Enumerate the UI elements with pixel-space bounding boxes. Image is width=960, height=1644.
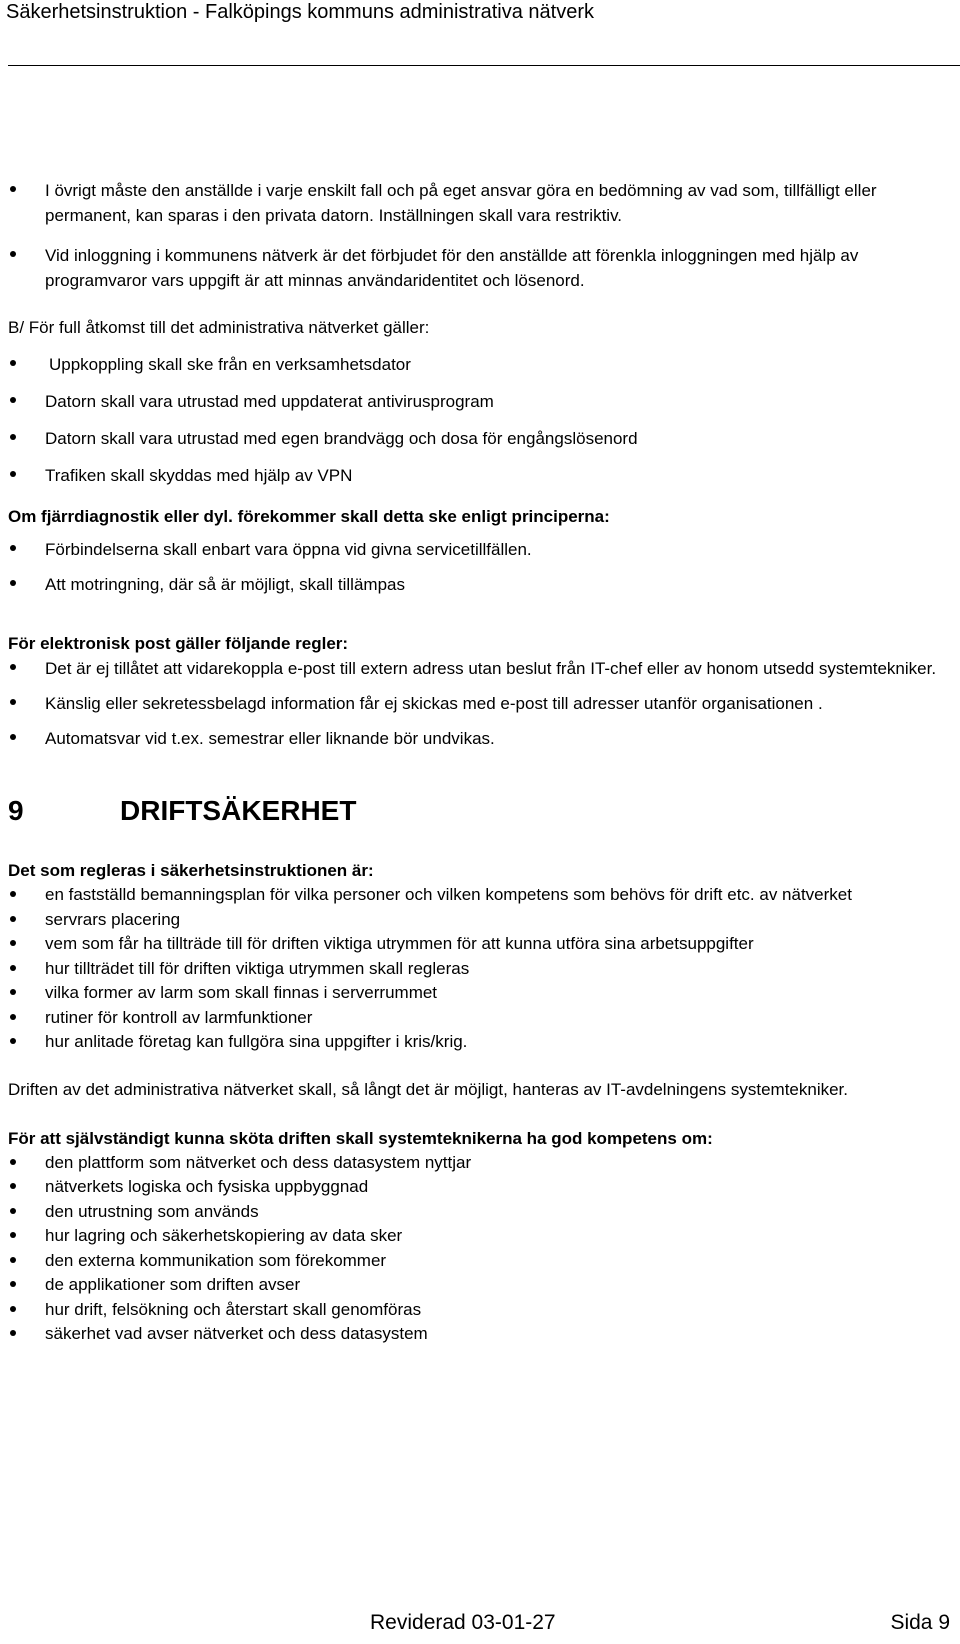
bullet-icon	[10, 397, 16, 403]
remote-diagnostics-heading: Om fjärrdiagnostik eller dyl. förekommer skall detta ske enligt principerna:	[8, 507, 610, 526]
bullet-icon	[10, 1257, 16, 1263]
document-header-title: Säkerhetsinstruktion - Falköpings kommuns administrativa nätverk	[6, 1, 595, 23]
bullet-icon	[10, 545, 16, 551]
document-body	[8, 178, 954, 1347]
regulated-heading: Det som regleras i säkerhetsinstruktionen är:	[8, 861, 374, 880]
full-access-list	[8, 352, 954, 488]
list-item: I övrigt måste den anställde i varje enskilt fall och på eget ansvar göra en bedömning av vad som, tillfälligt eller permanent, kan sparas i den privata datorn. Inställningen skall vara restriktiv.	[8, 178, 954, 228]
intro-bullet-list	[8, 178, 954, 293]
bullet-icon	[10, 891, 16, 897]
list-item: Datorn skall vara utrustad med uppdaterat antivirusprogram	[8, 389, 954, 414]
list-item: hur lagring och säkerhetskopiering av data sker	[8, 1224, 954, 1249]
list-item: den utrustning som används	[8, 1200, 954, 1225]
bullet-icon	[10, 989, 16, 995]
section-heading	[8, 795, 954, 827]
list-item: Det är ej tillåtet att vidarekoppla e-post till extern adress utan beslut från IT-chef eller av honom utsedd systemtekniker.	[8, 656, 954, 681]
bullet-icon	[10, 1159, 16, 1165]
list-item: vem som får ha tillträde till för driften viktiga utrymmen för att kunna utföra sina arbetsuppgifter	[8, 932, 954, 957]
section-title: DRIFTSÄKERHET	[120, 795, 357, 826]
regulated-list	[8, 883, 954, 1055]
competence-list	[8, 1151, 954, 1347]
email-rules-heading: För elektronisk post gäller följande regler:	[8, 634, 349, 653]
bullet-icon	[10, 699, 16, 705]
competence-heading: För att självständigt kunna sköta driften skall systemteknikerna ha god kompetens om:	[8, 1128, 713, 1148]
list-item: Vid inloggning i kommunens nätverk är det förbjudet för den anställde att förenkla inloggningen med hjälp av programvaror vars uppgift är att minnas användaridentitet och lösenord.	[8, 243, 954, 293]
list-item: Trafiken skall skyddas med hjälp av VPN	[8, 463, 954, 488]
list-item: säkerhet vad avser nätverket och dess datasystem	[8, 1322, 954, 1347]
bullet-icon	[10, 1281, 16, 1287]
list-item: Känslig eller sekretessbelagd information får ej skickas med e-post till adresser utanför organisationen .	[8, 691, 954, 716]
list-item: vilka former av larm som skall finnas i serverrummet	[8, 981, 954, 1006]
revision-date: Reviderad 03-01-27	[370, 1611, 556, 1634]
list-item: hur anlitade företag kan fullgöra sina uppgifter i kris/krig.	[8, 1030, 954, 1055]
bullet-icon	[10, 1014, 16, 1020]
list-item: Automatsvar vid t.ex. semestrar eller liknande bör undvikas.	[8, 726, 954, 751]
bullet-icon	[10, 1183, 16, 1189]
bullet-icon	[10, 251, 16, 257]
bullet-icon	[10, 434, 16, 440]
bullet-icon	[10, 916, 16, 922]
bullet-icon	[10, 471, 16, 477]
page-number: Sida 9	[890, 1611, 950, 1634]
header-divider	[8, 65, 960, 66]
list-item: de applikationer som driften avser	[8, 1273, 954, 1298]
list-item: den plattform som nätverket och dess datasystem nyttjar	[8, 1151, 954, 1176]
bullet-icon	[10, 940, 16, 946]
list-item: nätverkets logiska och fysiska uppbyggnad	[8, 1175, 954, 1200]
list-item: Att motringning, där så är möjligt, skall tillämpas	[8, 572, 954, 597]
bullet-icon	[10, 664, 16, 670]
list-item: rutiner för kontroll av larmfunktioner	[8, 1006, 954, 1031]
bullet-icon	[10, 580, 16, 586]
bullet-icon	[10, 1330, 16, 1336]
bullet-icon	[10, 360, 16, 366]
bullet-icon	[10, 1306, 16, 1312]
list-item: Uppkoppling skall ske från en verksamhetsdator	[8, 352, 954, 377]
list-item: en fastställd bemanningsplan för vilka personer och vilken kompetens som behövs för drift etc. av nätverket	[8, 883, 954, 908]
email-rules-list	[8, 656, 954, 751]
bullet-icon	[10, 1208, 16, 1214]
bullet-icon	[10, 734, 16, 740]
list-item: Förbindelserna skall enbart vara öppna vid givna servicetillfällen.	[8, 537, 954, 562]
remote-diagnostics-list	[8, 537, 954, 597]
bullet-icon	[10, 1038, 16, 1044]
list-item: servrars placering	[8, 908, 954, 933]
list-item: hur tillträdet till för driften viktiga utrymmen skall regleras	[8, 957, 954, 982]
section-number: 9	[8, 795, 24, 826]
full-access-heading: B/ För full åtkomst till det administrativa nätverket gäller:	[8, 318, 430, 337]
bullet-icon	[10, 186, 16, 192]
bullet-icon	[10, 965, 16, 971]
list-item: den externa kommunikation som förekommer	[8, 1249, 954, 1274]
operation-paragraph: Driften av det administrativa nätverket skall, så långt det är möjligt, hanteras av IT-avdelningens systemtekniker.	[8, 1079, 849, 1099]
list-item: Datorn skall vara utrustad med egen brandvägg och dosa för engångslösenord	[8, 426, 954, 451]
bullet-icon	[10, 1232, 16, 1238]
list-item: hur drift, felsökning och återstart skall genomföras	[8, 1298, 954, 1323]
